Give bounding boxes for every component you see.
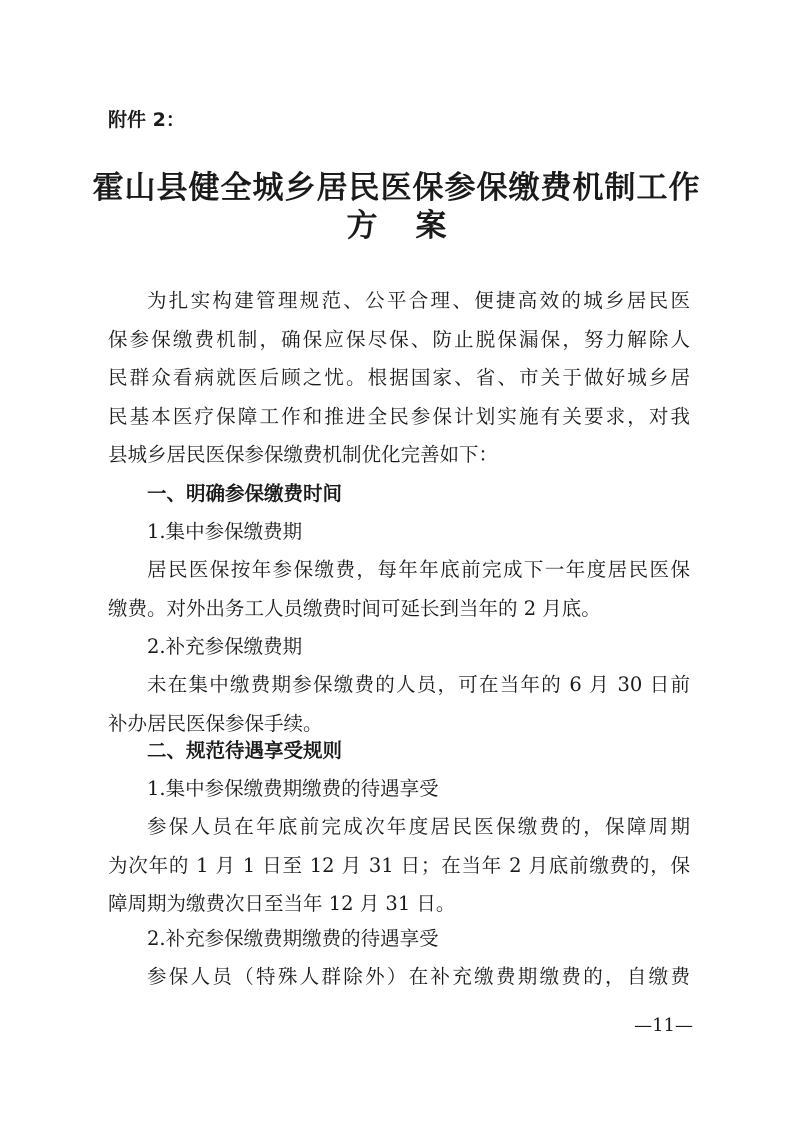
text-line: 补办居民医保参保手续。 xyxy=(108,711,323,735)
intro-line: 民基本医疗保障工作和推进全民参保计划实施有关要求，对我 xyxy=(108,404,690,428)
text-line: 为次年的 1 月 1 日至 12 月 31 日；在当年 2 月底前缴费的，保 xyxy=(108,853,690,877)
section1-item1-title: 1.集中参保缴费期 xyxy=(147,520,303,543)
intro-line: 县城乡居民医保参保缴费机制优化完善如下： xyxy=(108,443,499,466)
intro-line: 为扎实构建管理规范、公平合理、便捷高效的城乡居民医 xyxy=(147,289,690,312)
section2-item1-text xyxy=(108,808,690,924)
attachment-label: 附件 2： xyxy=(108,109,185,131)
text-line: 未在集中缴费期参保缴费的人员，可在当年的 6 月 30 日前 xyxy=(147,673,690,696)
text-line: 参保人员在年底前完成次年度居民医保缴费的，保障周期 xyxy=(147,815,690,838)
text-line: 缴费。对外出务工人员缴费时间可延长到当年的 2 月底。 xyxy=(108,596,601,620)
section2-heading: 二、规范待遇享受规则 xyxy=(147,739,343,762)
section1-item2-title: 2.补充参保缴费期 xyxy=(147,635,303,658)
text-line: 障周期为缴费次日至当年 12 月 31 日。 xyxy=(108,892,456,915)
document-title-line-2: 方案 xyxy=(346,208,485,244)
intro-line: 民群众看病就医后顾之忧。根据国家、省、市关于做好城乡居 xyxy=(108,366,690,389)
intro-paragraph xyxy=(108,282,690,475)
text-line: 居民医保按年参保缴费，每年年底前完成下一年度居民医保 xyxy=(147,558,690,581)
section1-heading: 一、明确参保缴费时间 xyxy=(147,482,343,505)
document-title-line-1: 霍山县健全城乡居民医保参保缴费机制工作 xyxy=(92,170,701,206)
section1-item1-text xyxy=(108,551,690,628)
section2-item2-text xyxy=(108,958,690,997)
section2-item1-title: 1.集中参保缴费期缴费的待遇享受 xyxy=(147,777,439,800)
text-line: 参保人员（特殊人群除外）在补充缴费期缴费的，自缴费 xyxy=(147,965,690,988)
page-number: —11— xyxy=(634,1015,693,1036)
section2-item2-title: 2.补充参保缴费期缴费的待遇享受 xyxy=(147,927,439,950)
intro-line: 保参保缴费机制，确保应保尽保、防止脱保漏保，努力解除人 xyxy=(108,327,690,351)
